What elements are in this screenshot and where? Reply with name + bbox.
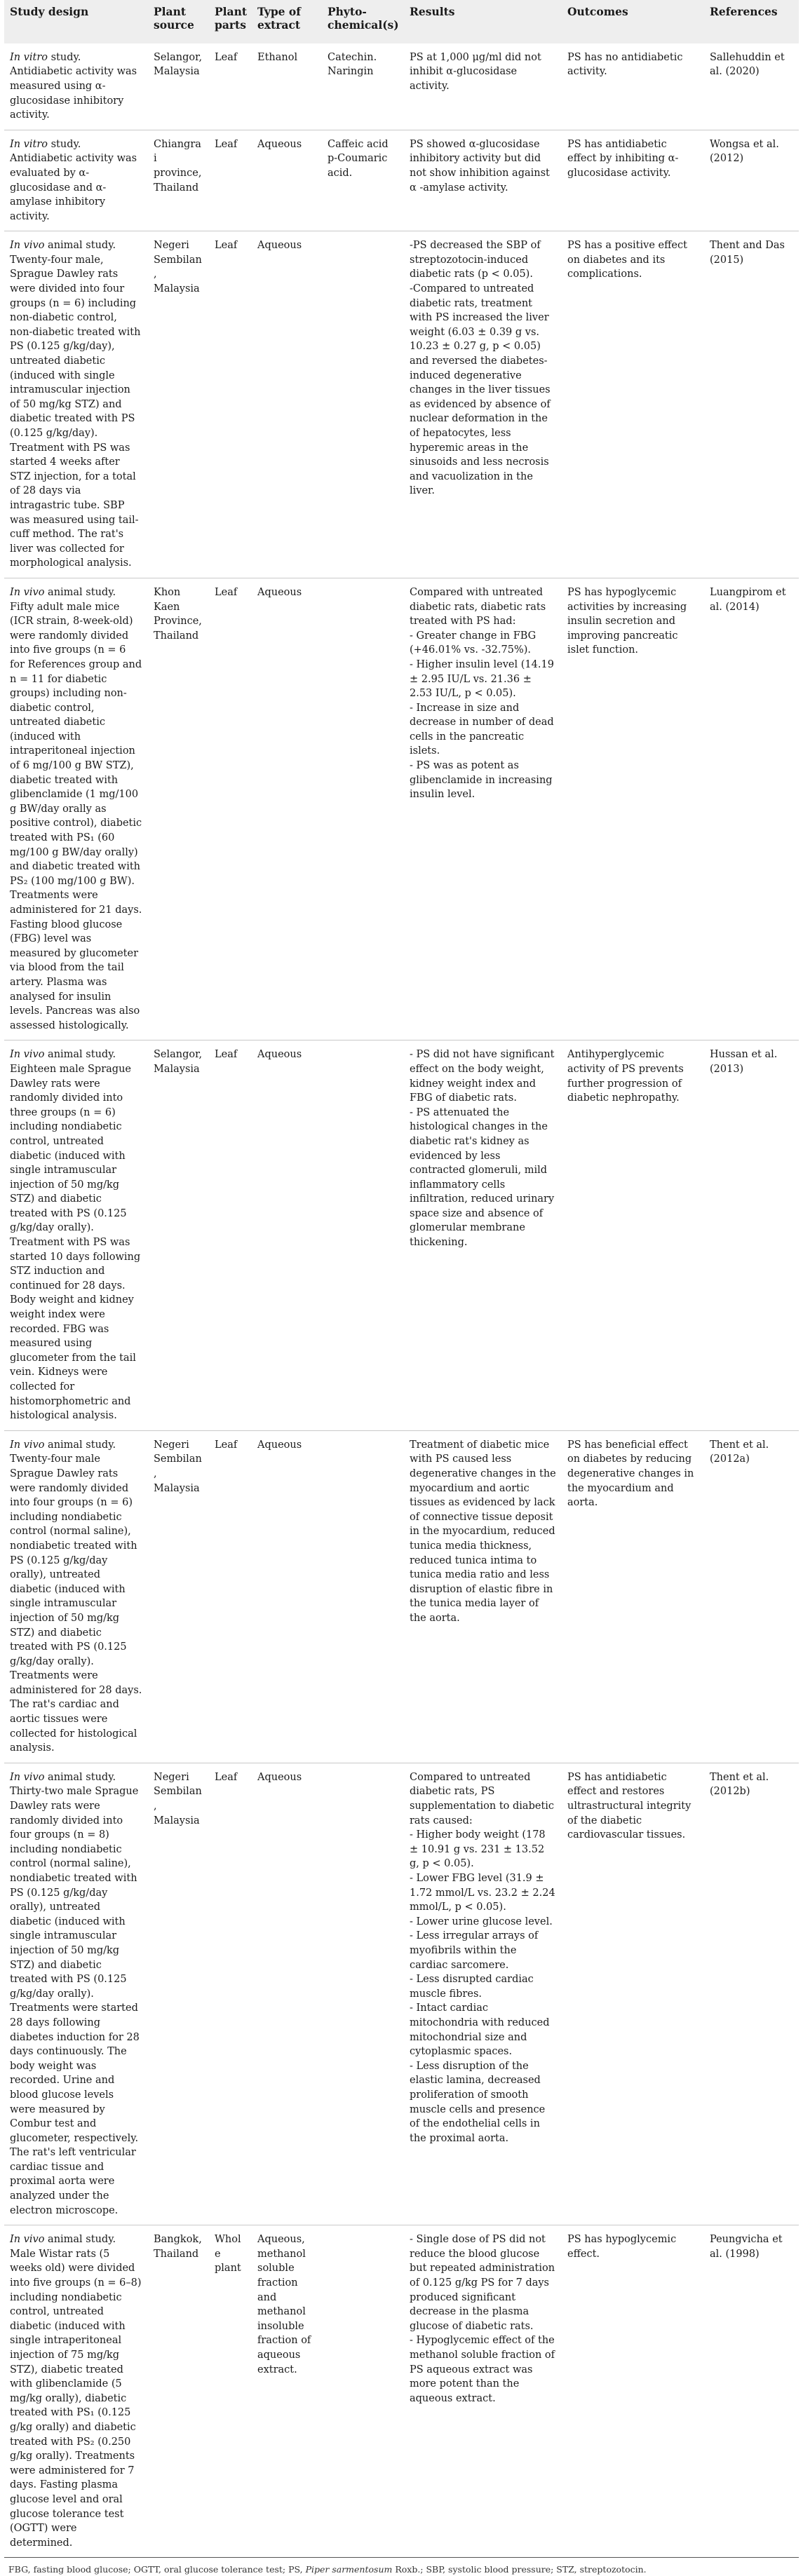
table-row [4, 578, 799, 1040]
cell-reference: Luangpirom et al. (2014) [710, 586, 786, 613]
header-row [4, 0, 799, 43]
header-plant-source: Plant source [148, 0, 209, 43]
studies-table [4, 0, 799, 2558]
study-type: In vivo [10, 1771, 45, 1783]
table-row [4, 43, 799, 130]
cell-outcomes: PS has antidiabetic effect and restores ultrastructural integrity of the diabetic cardiovascular tissues. [567, 1771, 691, 1841]
cell-plant-parts: Leaf [215, 1049, 238, 1061]
table-row [4, 2225, 799, 2558]
cell-type-of-extract: Aqueous [257, 1049, 302, 1061]
cell-plant-parts: Leaf [215, 586, 238, 598]
study-type: In vivo [10, 1049, 45, 1061]
footnote-species: Piper sarmentosum [305, 2564, 393, 2575]
cell-study-design [4, 231, 148, 578]
cell-study-design [4, 2225, 148, 2558]
cell-outcomes: PS has a positive effect on diabetes and its complications. [567, 240, 687, 280]
study-type: In vivo [10, 2234, 45, 2246]
cell-study-design [4, 1763, 148, 2225]
cell-plant-parts: Leaf [215, 240, 238, 252]
study-description: animal study. Twenty-four male Sprague Dawley rats were randomly divided into four groups (n = 6) including nondiabetic control (normal saline), nondiabetic treated with PS (0.125 g/kg/day orally), untreated diabetic (induced with single intramuscular injection of 50 mg/kg STZ) and diabetic treated with PS (0.125 g/kg/day orally). Treatments were administered for 28 days. The rat's cardiac and aortic tissues were collected for histological analysis. [10, 1439, 142, 1754]
table-body [4, 43, 799, 2558]
study-type: In vitro [10, 51, 48, 63]
cell-type-of-extract: Aqueous [257, 1771, 302, 1783]
header-references: References [704, 0, 799, 43]
cell-results: PS at 1,000 μg/ml did not inhibit α-glucosidase activity. [410, 51, 541, 92]
header-type-of-extract: Type of extract [252, 0, 322, 43]
cell-results: - PS did not have significant effect on the body weight, kidney weight index and FBG of diabetic rats. - PS attenuated the histological changes in the diabetic rat's kidney as evidenced by less contracted glomeruli, mild inflammatory cells infiltration, reduced urinary space size and absence of glomerular membrane thickening. [410, 1049, 555, 1249]
cell-results: Compared to untreated diabetic rats, PS supplementation to diabetic rats caused: - Higher body weight (178 ± 10.91 g vs. 231 ± 13.52 g, p < 0.05). - Lower FBG level (31.9 ± 1.72 mmol/L vs. 23.2 ± 2.24 mmol/L, p < 0.05). - Lower urine glucose level. - Less irregular arrays of myofibrils within the cardiac sarcomere. - Less disrupted cardiac muscle fibres. - Intact cardiac mitochondria with reduced mitochondrial size and cytoplasmic spaces. - Less disruption of the elastic lamina, decreased proliferation of smooth muscle cells and presence of the endothelial cells in the proximal aorta. [410, 1771, 555, 2144]
header-plant-parts: Plant parts [209, 0, 252, 43]
cell-plant-source: Negeri Sembilan, Malaysia [154, 1771, 202, 1826]
study-description: study. Antidiabetic activity was measured using α-glucosidase inhibitory activity. [10, 51, 137, 121]
header-results: Results [404, 0, 562, 43]
cell-type-of-extract: Aqueous [257, 586, 302, 598]
study-description: study. Antidiabetic activity was evaluated by α-glucosidase and α-amylase inhibitory activity. [10, 138, 137, 222]
table-row [4, 231, 799, 578]
cell-plant-parts: Whole plant [215, 2234, 241, 2275]
study-description: animal study. Thirty-two male Sprague Dawley rats were randomly divided into four groups (n = 8) including nondiabetic control (normal saline), nondiabetic treated with PS (0.125 g/kg/day orally), untreated diabetic (induced with single intramuscular injection of 50 mg/kg STZ) and diabetic treated with PS (0.125 g/kg/day orally). Treatments were started 28 days following diabetes induction for 28 days continuously. The body weight was recorded. Urine and blood glucose levels were measured by Combur test and glucometer, respectively. The rat's left ventricular cardiac tissue and proximal aorta were analyzed under the electron microscope. [10, 1771, 140, 2216]
cell-plant-source: Negeri Sembilan, Malaysia [154, 1439, 202, 1494]
cell-reference: Peungvicha et al. (1998) [710, 2234, 783, 2260]
cell-results: -PS decreased the SBP of streptozotocin-induced diabetic rats (p < 0.05). -Compared to untreated diabetic rats, treatment with PS increased the liver weight (6.03 ± 0.39 g vs. 10.23 ± 0.27 g, p < 0.05) and reversed the diabetes-induced degenerative changes in the liver tissues as evidenced by absence of nuclear deformation in the of hepatocytes, less hyperemic areas in the sinusoids and less necrosis and vacuolization in the liver. [410, 240, 551, 497]
cell-results: - Single dose of PS did not reduce the blood glucose but repeated administration of 0.125 g/kg PS for 7 days produced significant decrease in the plasma glucose of diabetic rats. - Hypoglycemic effect of the methanol soluble fraction of PS aqueous extract was more potent than the aqueous extract. [410, 2234, 555, 2404]
header-phytochemicals: Phyto-chemical(s) [322, 0, 404, 43]
cell-reference: Thent and Das (2015) [710, 240, 785, 266]
cell-plant-parts: Leaf [215, 138, 238, 150]
cell-plant-parts: Leaf [215, 1771, 238, 1783]
cell-plant-parts: Leaf [215, 51, 238, 63]
cell-phytochemicals [322, 1430, 404, 1763]
cell-results: Treatment of diabetic mice with PS caused less degenerative changes in the myocardium and aortic tissues as evidenced by lack of connective tissue deposit in the myocardium, reduced tunica media thickness, reduced tunica intima to tunica media ratio and less disruption of elastic fibre in the tunica media layer of the aorta. [410, 1439, 556, 1624]
table-row [4, 1763, 799, 2225]
cell-outcomes: PS has hypoglycemic effect. [567, 2234, 677, 2260]
cell-phytochemicals [322, 2225, 404, 2558]
cell-plant-source: Khon Kaen Province, Thailand [154, 586, 202, 642]
cell-type-of-extract: Aqueous [257, 240, 302, 252]
cell-phytochemicals [322, 1040, 404, 1430]
study-type: In vitro [10, 138, 48, 150]
header-study-design: Study design [4, 0, 148, 43]
study-description: animal study. Eighteen male Sprague Dawley rats were randomly divided into three groups (n = 6) including nondiabetic control, untreated diabetic (induced with single intramuscular injection of 50 mg/kg STZ) and diabetic treated with PS (0.125 g/kg/day orally). Treatment with PS was started 10 days following STZ induction and continued for 28 days. Body weight and kidney weight index were recorded. FBG was measured using glucometer from the tail vein. Kidneys were collected for histomorphometric and histological analysis. [10, 1049, 141, 1422]
footnote-text-b: Roxb.; SBP, systolic blood pressure; STZ, streptozotocin. [392, 2564, 647, 2575]
cell-phytochemicals: Caffeic acid p-Coumaric acid. [328, 138, 389, 179]
cell-phytochemicals: Catechin. Naringin [328, 51, 377, 78]
cell-study-design [4, 130, 148, 231]
cell-type-of-extract: Aqueous, methanol soluble fraction and methanol insoluble fraction of aqueous extract. [257, 2234, 311, 2375]
cell-type-of-extract: Aqueous [257, 1439, 302, 1451]
cell-phytochemicals [322, 231, 404, 578]
cell-phytochemicals [322, 578, 404, 1040]
cell-type-of-extract: Aqueous [257, 138, 302, 150]
cell-outcomes: Antihyperglycemic activity of PS prevents further progression of diabetic nephropathy. [567, 1049, 684, 1104]
cell-type-of-extract: Ethanol [257, 51, 298, 63]
cell-outcomes: PS has antidiabetic effect by inhibiting α-glucosidase activity. [567, 138, 679, 179]
study-type: In vivo [10, 586, 45, 598]
study-description: animal study. Fifty adult male mice (ICR strain, 8-week-old) were randomly divided into five groups (n = 6 for References group and n = 11 for diabetic groups) including non-diabetic control, untreated diabetic (induced with intraperitoneal injection of 6 mg/100 g BW STZ), diabetic treated with glibenclamide (1 mg/100 g BW/day orally as positive control), diabetic treated with PS₁ (60 mg/100 g BW/day orally) and diabetic treated with PS₂ (100 mg/100 g BW). Treatments were administered for 21 days. Fasting blood glucose (FBG) level was measured by glucometer via blood from the tail artery. Plasma was analysed for insulin levels. Pancreas was also assessed histologically. [10, 586, 142, 1031]
cell-reference: Thent et al. (2012b) [710, 1771, 769, 1798]
study-description: animal study. Twenty-four male, Sprague Dawley rats were divided into four groups (n = 6) including non-diabetic control, non-diabetic treated with PS (0.125 g/kg/day), untreated diabetic (induced with single intramuscular injection of 50 mg/kg STZ) and diabetic treated with PS (0.125 g/kg/day). Treatment with PS was started 4 weeks after STZ injection, for a total of 28 days via intragastric tube. SBP was measured using tail-cuff method. The rat's liver was collected for morphological analysis. [10, 240, 141, 569]
study-type: In vivo [10, 1439, 45, 1451]
cell-plant-source: Selangor, Malaysia [154, 51, 203, 78]
cell-study-design [4, 1430, 148, 1763]
cell-phytochemicals [322, 1763, 404, 2225]
cell-outcomes: PS has beneficial effect on diabetes by reducing degenerative changes in the myocardium and aorta. [567, 1439, 694, 1509]
cell-plant-source: Negeri Sembilan, Malaysia [154, 240, 202, 295]
cell-study-design [4, 1040, 148, 1430]
table-row [4, 1430, 799, 1763]
cell-study-design [4, 578, 148, 1040]
study-description: animal study. Male Wistar rats (5 weeks old) were divided into five groups (n = 6–8) including nondiabetic control, untreated diabetic (induced with single intraperitoneal injection of 75 mg/kg STZ), diabetic treated with glibenclamide (5 mg/kg orally), diabetic treated with PS₁ (0.125 g/kg orally) and diabetic treated with PS₂ (0.250 g/kg orally). Treatments were administered for 7 days. Fasting plasma glucose level and oral glucose tolerance test (OGTT) were determined. [10, 2234, 142, 2549]
cell-results: Compared with untreated diabetic rats, diabetic rats treated with PS had: - Greater change in FBG (+46.01% vs. -32.75%). - Higher insulin level (14.19 ± 2.95 IU/L vs. 21.36 ± 2.53 IU/L, p < 0.05). - Increase in size and decrease in number of dead cells in the pancreatic islets. - PS was as potent as glibenclamide in increasing insulin level. [410, 586, 554, 801]
cell-plant-source: Bangkok, Thailand [154, 2234, 202, 2260]
cell-reference: Sallehuddin et al. (2020) [710, 51, 785, 78]
cell-plant-source: Selangor, Malaysia [154, 1049, 203, 1075]
cell-study-design [4, 43, 148, 130]
cell-reference: Wongsa et al. (2012) [710, 138, 779, 165]
table-row [4, 1040, 799, 1430]
cell-reference: Thent et al. (2012a) [710, 1439, 769, 1465]
cell-outcomes: PS has no antidiabetic activity. [567, 51, 683, 78]
table-row [4, 130, 799, 231]
cell-plant-source: Chiangrai province, Thailand [154, 138, 202, 194]
study-type: In vivo [10, 240, 45, 252]
header-outcomes: Outcomes [562, 0, 704, 43]
cell-reference: Hussan et al. (2013) [710, 1049, 778, 1075]
cell-plant-parts: Leaf [215, 1439, 238, 1451]
table-footnote [4, 2558, 799, 2576]
cell-outcomes: PS has hypoglycemic activities by increasing insulin secretion and improving pancreatic islet function. [567, 586, 687, 656]
footnote-text-a: FBG, fasting blood glucose; OGTT, oral glucose tolerance test; PS, [8, 2564, 306, 2575]
cell-results: PS showed α-glucosidase inhibitory activity but did not show inhibition against α -amylase activity. [410, 138, 550, 194]
